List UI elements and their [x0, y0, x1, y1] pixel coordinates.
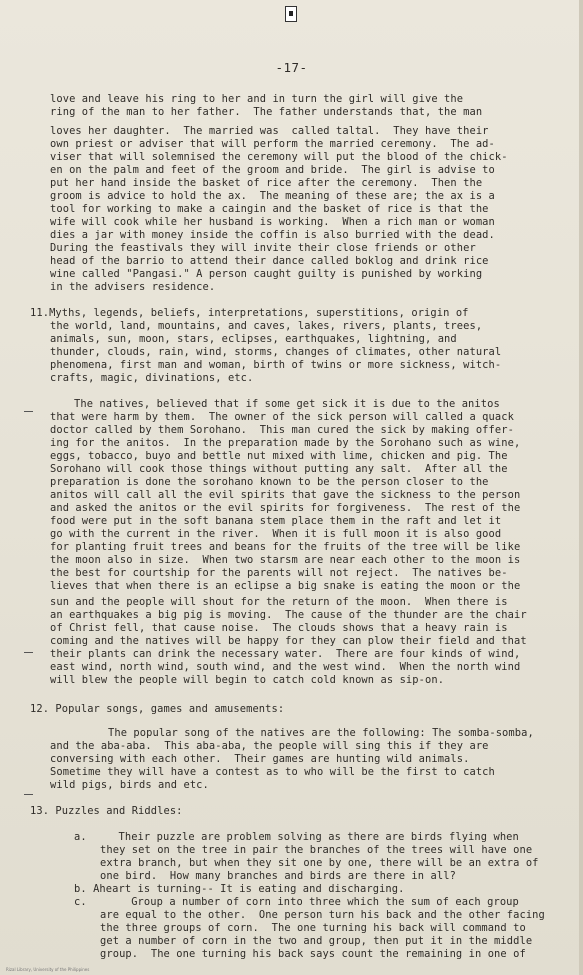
text-line: The popular song of the natives are the following: The somba-somba,	[108, 727, 534, 739]
text-line: anitos will call all the evil spirits that gave the sickness to the person	[50, 489, 521, 501]
text-line: a. Their puzzle are problem solving as there are birds flying when	[74, 831, 519, 843]
margin-mark	[24, 794, 33, 795]
text-line: The natives, believed that if some get sick it is due to the anitos	[74, 398, 500, 410]
text-line: are equal to the other. One person turn his back and the other facing	[100, 909, 545, 921]
text-line: tool for working to make a caingin and the basket of rice is that the	[50, 203, 489, 215]
text-line: crafts, magic, divinations, etc.	[50, 372, 254, 384]
text-line: the best for courtship for the parents will not reject. The natives be-	[50, 567, 508, 579]
text-line: phenomena, first man and woman, birth of twins or more sickness, witch-	[50, 359, 502, 371]
text-line: 11.Myths, legends, beliefs, interpretations, superstitions, origin of	[30, 307, 469, 319]
text-line: ing for the anitos. In the preparation made by the Sorohano such as wine,	[50, 437, 521, 449]
text-line: the moon also in size. When two starsm are near each other to the moon is	[50, 554, 521, 566]
text-line: extra branch, but when they sit one by one, there will be an extra of	[100, 857, 539, 869]
text-line: and the aba-aba. This aba-aba, the people will sing this if they are	[50, 740, 489, 752]
text-line: thunder, clouds, rain, wind, storms, changes of climates, other natural	[50, 346, 502, 358]
text-line: en on the palm and feet of the groom and bride. The girl is advise to	[50, 164, 495, 176]
text-line: Sometime they will have a contest as to who will be the first to catch	[50, 766, 495, 778]
text-line: will blew the people will begin to catch cold known as sip-on.	[50, 674, 445, 686]
text-line: ring of the man to her father. The father understands that, the man	[50, 106, 483, 118]
text-line: conversing with each other. Their games are hunting wild animals.	[50, 753, 470, 765]
text-line: During the feastivals they will invite their close friends or other	[50, 242, 476, 254]
text-line: of Christ fell, that cause noise. The clouds shows that a heavy rain is	[50, 622, 508, 634]
page-number: -17-	[275, 60, 308, 75]
text-line: eggs, tobacco, buyo and bettle nut mixed with lime, chicken and pig. The	[50, 450, 508, 462]
text-line: the world, land, mountains, and caves, lakes, rivers, plants, trees,	[50, 320, 483, 332]
text-line: Sorohano will cook those things without putting any salt. After all the	[50, 463, 508, 475]
text-line: groom is advice to hold the ax. The meaning of these are; the ax is a	[50, 190, 495, 202]
text-line: dies a jar with money inside the coffin is also burried with the dead.	[50, 229, 495, 241]
text-line: east wind, north wind, south wind, and the west wind. When the north wind	[50, 661, 521, 673]
text-line: their plants can drink the necessary water. There are four kinds of wind,	[50, 648, 521, 660]
text-line: 13. Puzzles and Riddles:	[30, 805, 183, 817]
text-line: viser that will solemnised the ceremony will put the blood of the chick-	[50, 151, 508, 163]
text-line: lieves that when there is an eclipse a big snake is eating the moon or the	[50, 580, 521, 592]
text-line: for planting fruit trees and beans for the fruits of the tree will be like	[50, 541, 521, 553]
text-line: put her hand inside the basket of rice after the ceremony. Then the	[50, 177, 483, 189]
text-line: get a number of corn in the two and group, then put it in the middle	[100, 935, 533, 947]
text-line: head of the barrio to attend their dance called boklog and drink rice	[50, 255, 489, 267]
page-edge	[579, 0, 583, 975]
text-line: in the advisers residence.	[50, 281, 216, 293]
text-line: go with the current in the river. When it is full moon it is also good	[50, 528, 502, 540]
text-line: food were put in the soft banana stem place them in the raft and let it	[50, 515, 502, 527]
text-line: preparation is done the sorohano known to be the person closer to the	[50, 476, 489, 488]
text-line: sun and the people will shout for the return of the moon. When there is	[50, 596, 508, 608]
text-line: doctor called by them Sorohano. This man cured the sick by making offer-	[50, 424, 514, 436]
text-line: wine called "Pangasi." A person caught guilty is punished by working	[50, 268, 483, 280]
text-line: and asked the anitos or the evil spirits for forgiveness. The rest of the	[50, 502, 521, 514]
text-line: b. Aheart is turning-- It is eating and discharging.	[74, 883, 405, 895]
text-line: c. Group a number of corn into three which the sum of each group	[74, 896, 519, 908]
margin-mark	[24, 652, 33, 653]
text-line: loves her daughter. The married was called taltal. They have their	[50, 125, 489, 137]
text-line: group. The one turning his back says count the remaining in one of	[100, 948, 526, 960]
archive-footer: Rizal Library, University of the Philippines	[6, 967, 90, 972]
text-line: 12. Popular songs, games and amusements:	[30, 703, 285, 715]
text-line: one bird. How many branches and birds are there in all?	[100, 870, 456, 882]
margin-mark	[24, 411, 33, 412]
text-line: wife will cook while her husband is working. When a rich man or woman	[50, 216, 495, 228]
binder-clip-icon	[285, 6, 297, 22]
text-line: wild pigs, birds and etc.	[50, 779, 209, 791]
text-line: that were harm by them. The owner of the sick person will called a quack	[50, 411, 514, 423]
text-line: the three groups of corn. The one turning his back will command to	[100, 922, 526, 934]
text-line: they set on the tree in pair the branches of the trees will have one	[100, 844, 533, 856]
text-line: love and leave his ring to her and in turn the girl will give the	[50, 93, 464, 105]
text-line: an earthquakes a big pig is moving. The cause of the thunder are the chair	[50, 609, 527, 621]
text-line: coming and the natives will be happy for they can plow their field and that	[50, 635, 527, 647]
text-line: own priest or adviser that will perform the married ceremony. The ad-	[50, 138, 495, 150]
text-line: animals, sun, moon, stars, eclipses, earthquakes, lightning, and	[50, 333, 457, 345]
